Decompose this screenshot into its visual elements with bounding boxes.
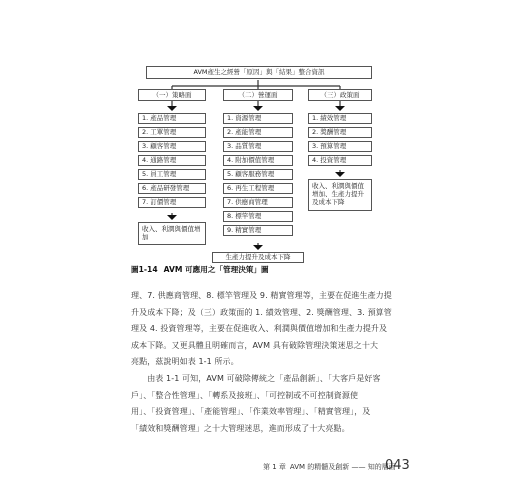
arrow-down-icon — [253, 245, 263, 250]
column-header-policy: （三）政策面 — [308, 89, 372, 101]
list-item: 4. 通路管理 — [138, 155, 206, 166]
list-item: 4. 附加價值管理 — [223, 155, 293, 166]
body-paragraph-2 — [131, 371, 421, 437]
figure-caption — [131, 264, 269, 275]
list-item: 3. 品質管理 — [223, 141, 293, 152]
arrow-down-icon — [167, 215, 177, 220]
text-line: 用」、「投資管理」、「產能管理」、「作業效率管理」、「精實管理」，及 — [131, 407, 371, 416]
list-item: 2. 產能管理 — [223, 127, 293, 138]
body-paragraph-1 — [131, 288, 421, 371]
page-number: 043 — [385, 458, 410, 473]
list-item: 5. 員工管理 — [138, 169, 206, 180]
text-line: 由表 1-1 可知，AVM 可破除傳統之「產品創新」、「大客戶是好客 — [131, 374, 381, 383]
arrow-down-icon — [167, 106, 177, 111]
arrow-down-icon — [253, 106, 263, 111]
text-line: 理及 4. 投資管理等，主要在促進收入、利潤與價值增加和生產力提升及 — [131, 324, 388, 333]
column-header-strategy: （一）策略面 — [138, 89, 206, 101]
chapter-title: AVM 的精髓及創新 —— 知的層面 — [289, 463, 396, 471]
text-line: 亮點，茲說明如表 1-1 所示。 — [131, 357, 239, 366]
figure-title: AVM 可應用之「管理決策」圖 — [163, 265, 269, 274]
operation-result-box: 生產力提升及成本下降 — [212, 252, 304, 263]
list-item: 6. 再生工程管理 — [223, 183, 293, 194]
list-item: 7. 供應商管理 — [223, 197, 293, 208]
list-item: 2. 獎酬管理 — [308, 127, 372, 138]
column-header-operation: （二）營運面 — [223, 89, 293, 101]
list-item: 4. 投資管理 — [308, 155, 372, 166]
list-item: 8. 標竿管理 — [223, 211, 293, 222]
arrow-down-icon — [335, 172, 345, 177]
list-item: 5. 顧客服務管理 — [223, 169, 293, 180]
text-line: 理、7. 供應商管理、8. 標竿管理及 9. 精實管理等，主要在促進生產力提 — [131, 291, 392, 300]
chapter-label: 第 1 章 — [263, 463, 286, 471]
list-item: 2. 工單管理 — [138, 127, 206, 138]
strategy-result-box: 收入、利潤與價值增加 — [138, 222, 206, 245]
list-item: 3. 預算管理 — [308, 141, 372, 152]
list-item: 1. 績效管理 — [308, 113, 372, 124]
text-line: 「績效和獎酬管理」之十大管理迷思，進而形成了十大亮點。 — [131, 423, 350, 433]
list-item: 1. 資源管理 — [223, 113, 293, 124]
figure-number: 圖1-14 — [131, 265, 158, 274]
list-item: 7. 訂價管理 — [138, 197, 206, 208]
text-line: 成本下降。又更具體且明確而言，AVM 具有破除管理決策迷思之十大 — [131, 340, 379, 350]
diagram-top-box: AVM產生之經營「原因」與「結果」整合資訊 — [146, 66, 372, 79]
text-line: 升及成本下降；及（三）政策面的 1. 績效管理、2. 獎酬管理、3. 預算管 — [131, 307, 392, 317]
arrow-down-icon — [335, 106, 345, 111]
list-item: 9. 精實管理 — [223, 225, 293, 236]
text-line: 戶」、「整合性管理」、「轉系及接班」、「可控制或不可控制資源使 — [131, 390, 359, 400]
list-item: 6. 產品研發管理 — [138, 183, 206, 194]
list-item: 3. 顧客管理 — [138, 141, 206, 152]
running-footer — [263, 462, 396, 472]
list-item: 1. 產品管理 — [138, 113, 206, 124]
policy-result-box: 收入、利潤與價值增加、生產力提升及成本下降 — [308, 179, 372, 211]
